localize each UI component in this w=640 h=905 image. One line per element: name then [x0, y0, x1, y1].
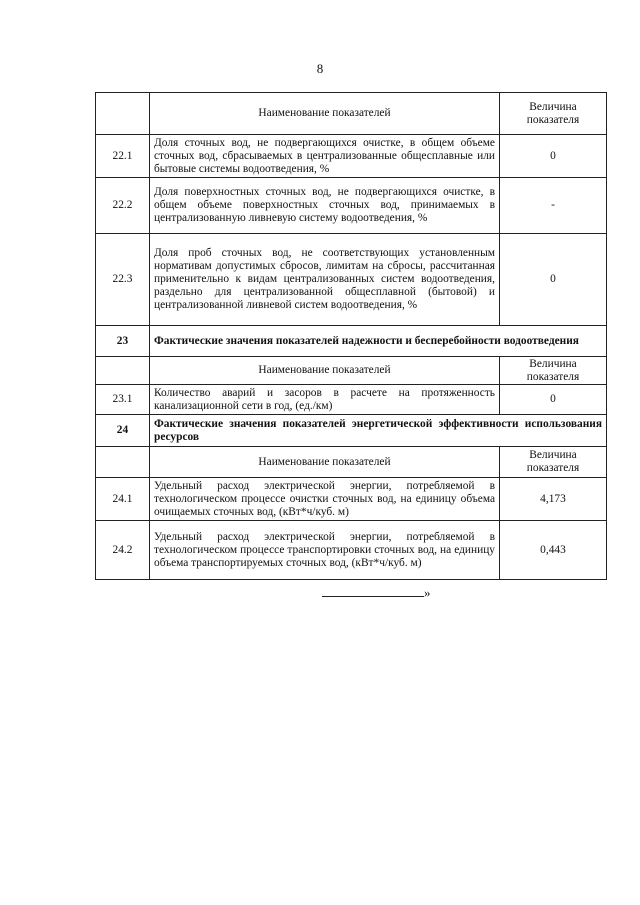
header-value-cell: Величина показателя [500, 93, 607, 135]
row-value: 4,173 [500, 478, 607, 521]
section-row-23 [96, 326, 607, 357]
indicators-table [95, 92, 607, 580]
row-value: 0 [500, 385, 607, 415]
table-header-row [96, 93, 607, 135]
section-number: 23 [96, 326, 150, 357]
table-row [96, 478, 607, 521]
section-number: 24 [96, 415, 150, 447]
page-number: 8 [316, 61, 324, 76]
row-value: 0,443 [500, 521, 607, 580]
closing-quote: » [424, 585, 431, 600]
closing-mark [322, 585, 431, 601]
row-number: 22.2 [96, 178, 150, 234]
row-number: 24.1 [96, 478, 150, 521]
table-row [96, 385, 607, 415]
header-name-cell: Наименование показателей [150, 93, 500, 135]
row-description: Удельный расход электрической энергии, потребляемой в технологическом процессе очистки сточных вод, на единицу объема очищаемых сточных вод, (кВт*ч/куб. м) [150, 478, 500, 521]
row-number: 23.1 [96, 385, 150, 415]
table-header-row [96, 357, 607, 385]
row-value: 0 [500, 234, 607, 326]
table-header-row [96, 447, 607, 478]
signature-line [322, 587, 424, 597]
row-value: - [500, 178, 607, 234]
table-row [96, 178, 607, 234]
row-description: Удельный расход электрической энергии, потребляемой в технологическом процессе транспортировки сточных вод, на единицу объема транспортируемых сточных вод, (кВт*ч/куб. м) [150, 521, 500, 580]
table-row [96, 521, 607, 580]
row-description: Доля проб сточных вод, не соответствующих установленным нормативам допустимых сбросов, лимитам на сбросы, рассчитанная применительно к видам централизованных систем водоотведения, раздельно для централизованной общесплавной (бытовой) и централизованной ливневой систем водоотведения, % [150, 234, 500, 326]
row-number: 22.3 [96, 234, 150, 326]
section-row-24 [96, 415, 607, 447]
row-value: 0 [500, 135, 607, 178]
row-description: Количество аварий и засоров в расчете на протяженность канализационной сети в год, (ед./км) [150, 385, 500, 415]
header-value-cell: Величина показателя [500, 447, 607, 478]
row-description: Доля поверхностных сточных вод, не подвергающихся очистке, в общем объеме поверхностных сточных вод, принимаемых в централизованную ливневую систему водоотведения, % [150, 178, 500, 234]
row-number: 24.2 [96, 521, 150, 580]
table-row [96, 135, 607, 178]
table-row [96, 234, 607, 326]
row-number: 22.1 [96, 135, 150, 178]
header-name-cell: Наименование показателей [150, 447, 500, 478]
row-description: Доля сточных вод, не подвергающихся очистке, в общем объеме сточных вод, сбрасываемых в централизованные общесплавные или бытовые системы водоотведения, % [150, 135, 500, 178]
header-num-cell [96, 93, 150, 135]
header-num-cell [96, 447, 150, 478]
section-title: Фактические значения показателей надежности и бесперебойности водоотведения [150, 326, 607, 357]
header-name-cell: Наименование показателей [150, 357, 500, 385]
section-title: Фактические значения показателей энергетической эффективности использования ресурсов [150, 415, 607, 447]
header-value-cell: Величина показателя [500, 357, 607, 385]
header-num-cell [96, 357, 150, 385]
